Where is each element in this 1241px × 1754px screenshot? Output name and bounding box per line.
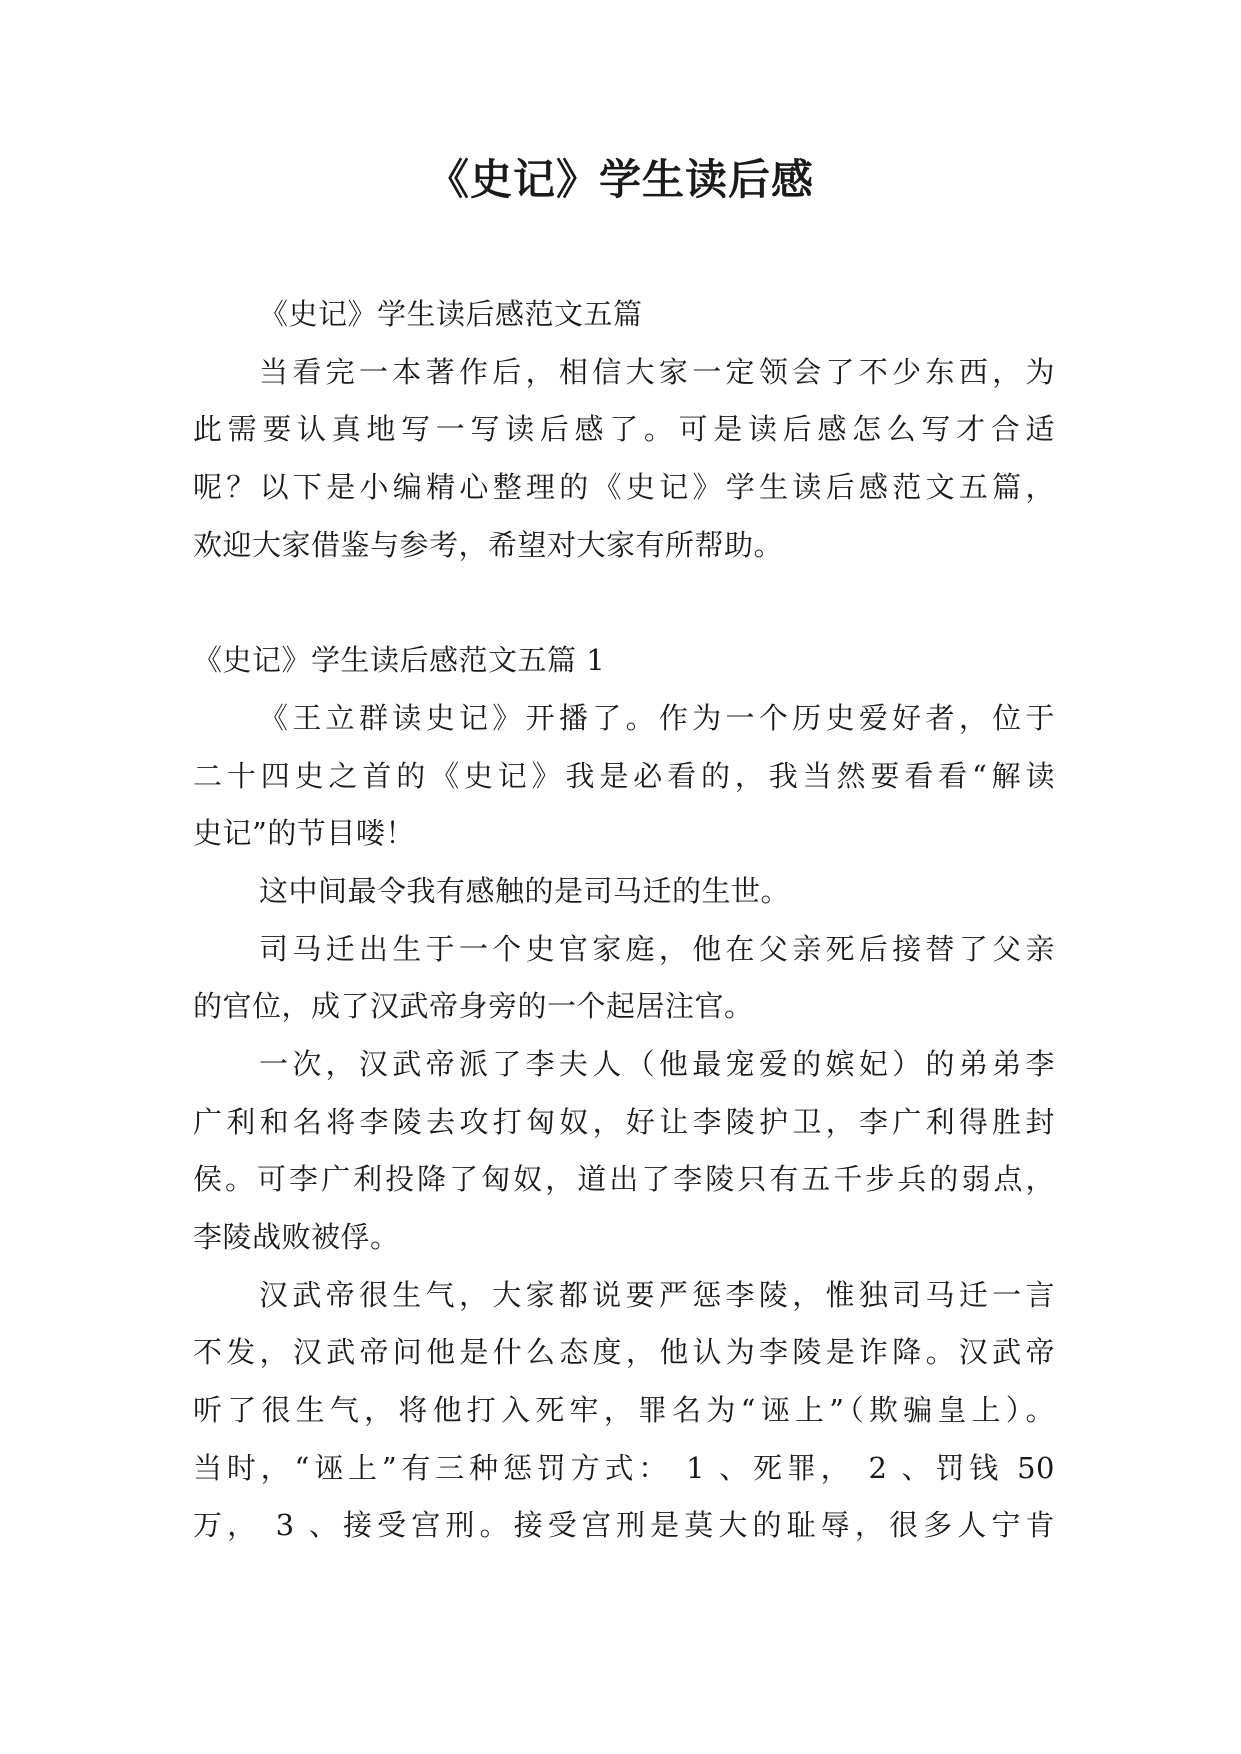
- text-line: 一次，汉武帝派了李夫人（他最宠爱的嫔妃）的弟弟李: [259, 1046, 1055, 1081]
- text-line: 侯。可李广利投降了匈奴，道出了李陵只有五千步兵的弱点，: [193, 1162, 1055, 1197]
- paragraph: [193, 1267, 1055, 1555]
- text-line: 《王立群读史记》开播了。作为一个历史爱好者，位于: [259, 700, 1055, 735]
- document-body: [193, 286, 1055, 1555]
- text-line: 二十四史之首的《史记》我是必看的，我当然要看看“解读: [193, 758, 1055, 793]
- text-line: 当看完一本著作后，相信大家一定领会了不少东西，为: [259, 354, 1055, 389]
- text-line: 万， 3 、接受宫刑。接受宫刑是莫大的耻辱，很多人宁肯: [193, 1508, 1055, 1543]
- paragraph: [193, 690, 1055, 863]
- text-line: 这中间最令我有感触的是司马迁的生世。: [259, 873, 791, 908]
- text-line: 李陵战败被俘。: [193, 1220, 400, 1254]
- text-line: 当时，“诬上”有三种惩罚方式： 1 、死罪， 2 、罚钱 50: [193, 1450, 1055, 1485]
- document-title: 《史记》学生读后感: [426, 155, 814, 204]
- blank-line: [193, 574, 1055, 632]
- text-line: 此需要认真地写一写读后感了。可是读后感怎么写才合适: [193, 412, 1055, 447]
- text-line: 不发，汉武帝问他是什么态度，他认为李陵是诈降。汉武帝: [193, 1335, 1055, 1370]
- text-line: 司马迁出生于一个史官家庭，他在父亲死后接替了父亲: [259, 931, 1055, 966]
- text-line: 广利和名将李陵去攻打匈奴，好让李陵护卫，李广利得胜封: [193, 1104, 1055, 1139]
- text-line: 呢？以下是小编精心整理的《史记》学生读后感范文五篇，: [193, 470, 1055, 505]
- text-line: 欢迎大家借鉴与参考，希望对大家有所帮助。: [193, 527, 784, 562]
- text-line: 史记”的节目喽！: [193, 816, 415, 851]
- intro-paragraph: [193, 344, 1055, 575]
- paragraph: [193, 1036, 1055, 1267]
- paragraph: [193, 863, 1055, 921]
- text-line: 听了很生气，将他打入死牢，罪名为“诬上”（欺骗皇上）。: [193, 1393, 1055, 1428]
- section-heading: 《史记》学生读后感范文五篇 1: [193, 643, 606, 678]
- text-line: 汉武帝很生气，大家都说要严惩李陵，惟独司马迁一言: [259, 1277, 1055, 1312]
- paragraph: [193, 921, 1055, 1036]
- intro-heading: 《史记》学生读后感范文五篇: [259, 297, 643, 331]
- text-line: 的官位，成了汉武帝身旁的一个起居注官。: [193, 989, 754, 1024]
